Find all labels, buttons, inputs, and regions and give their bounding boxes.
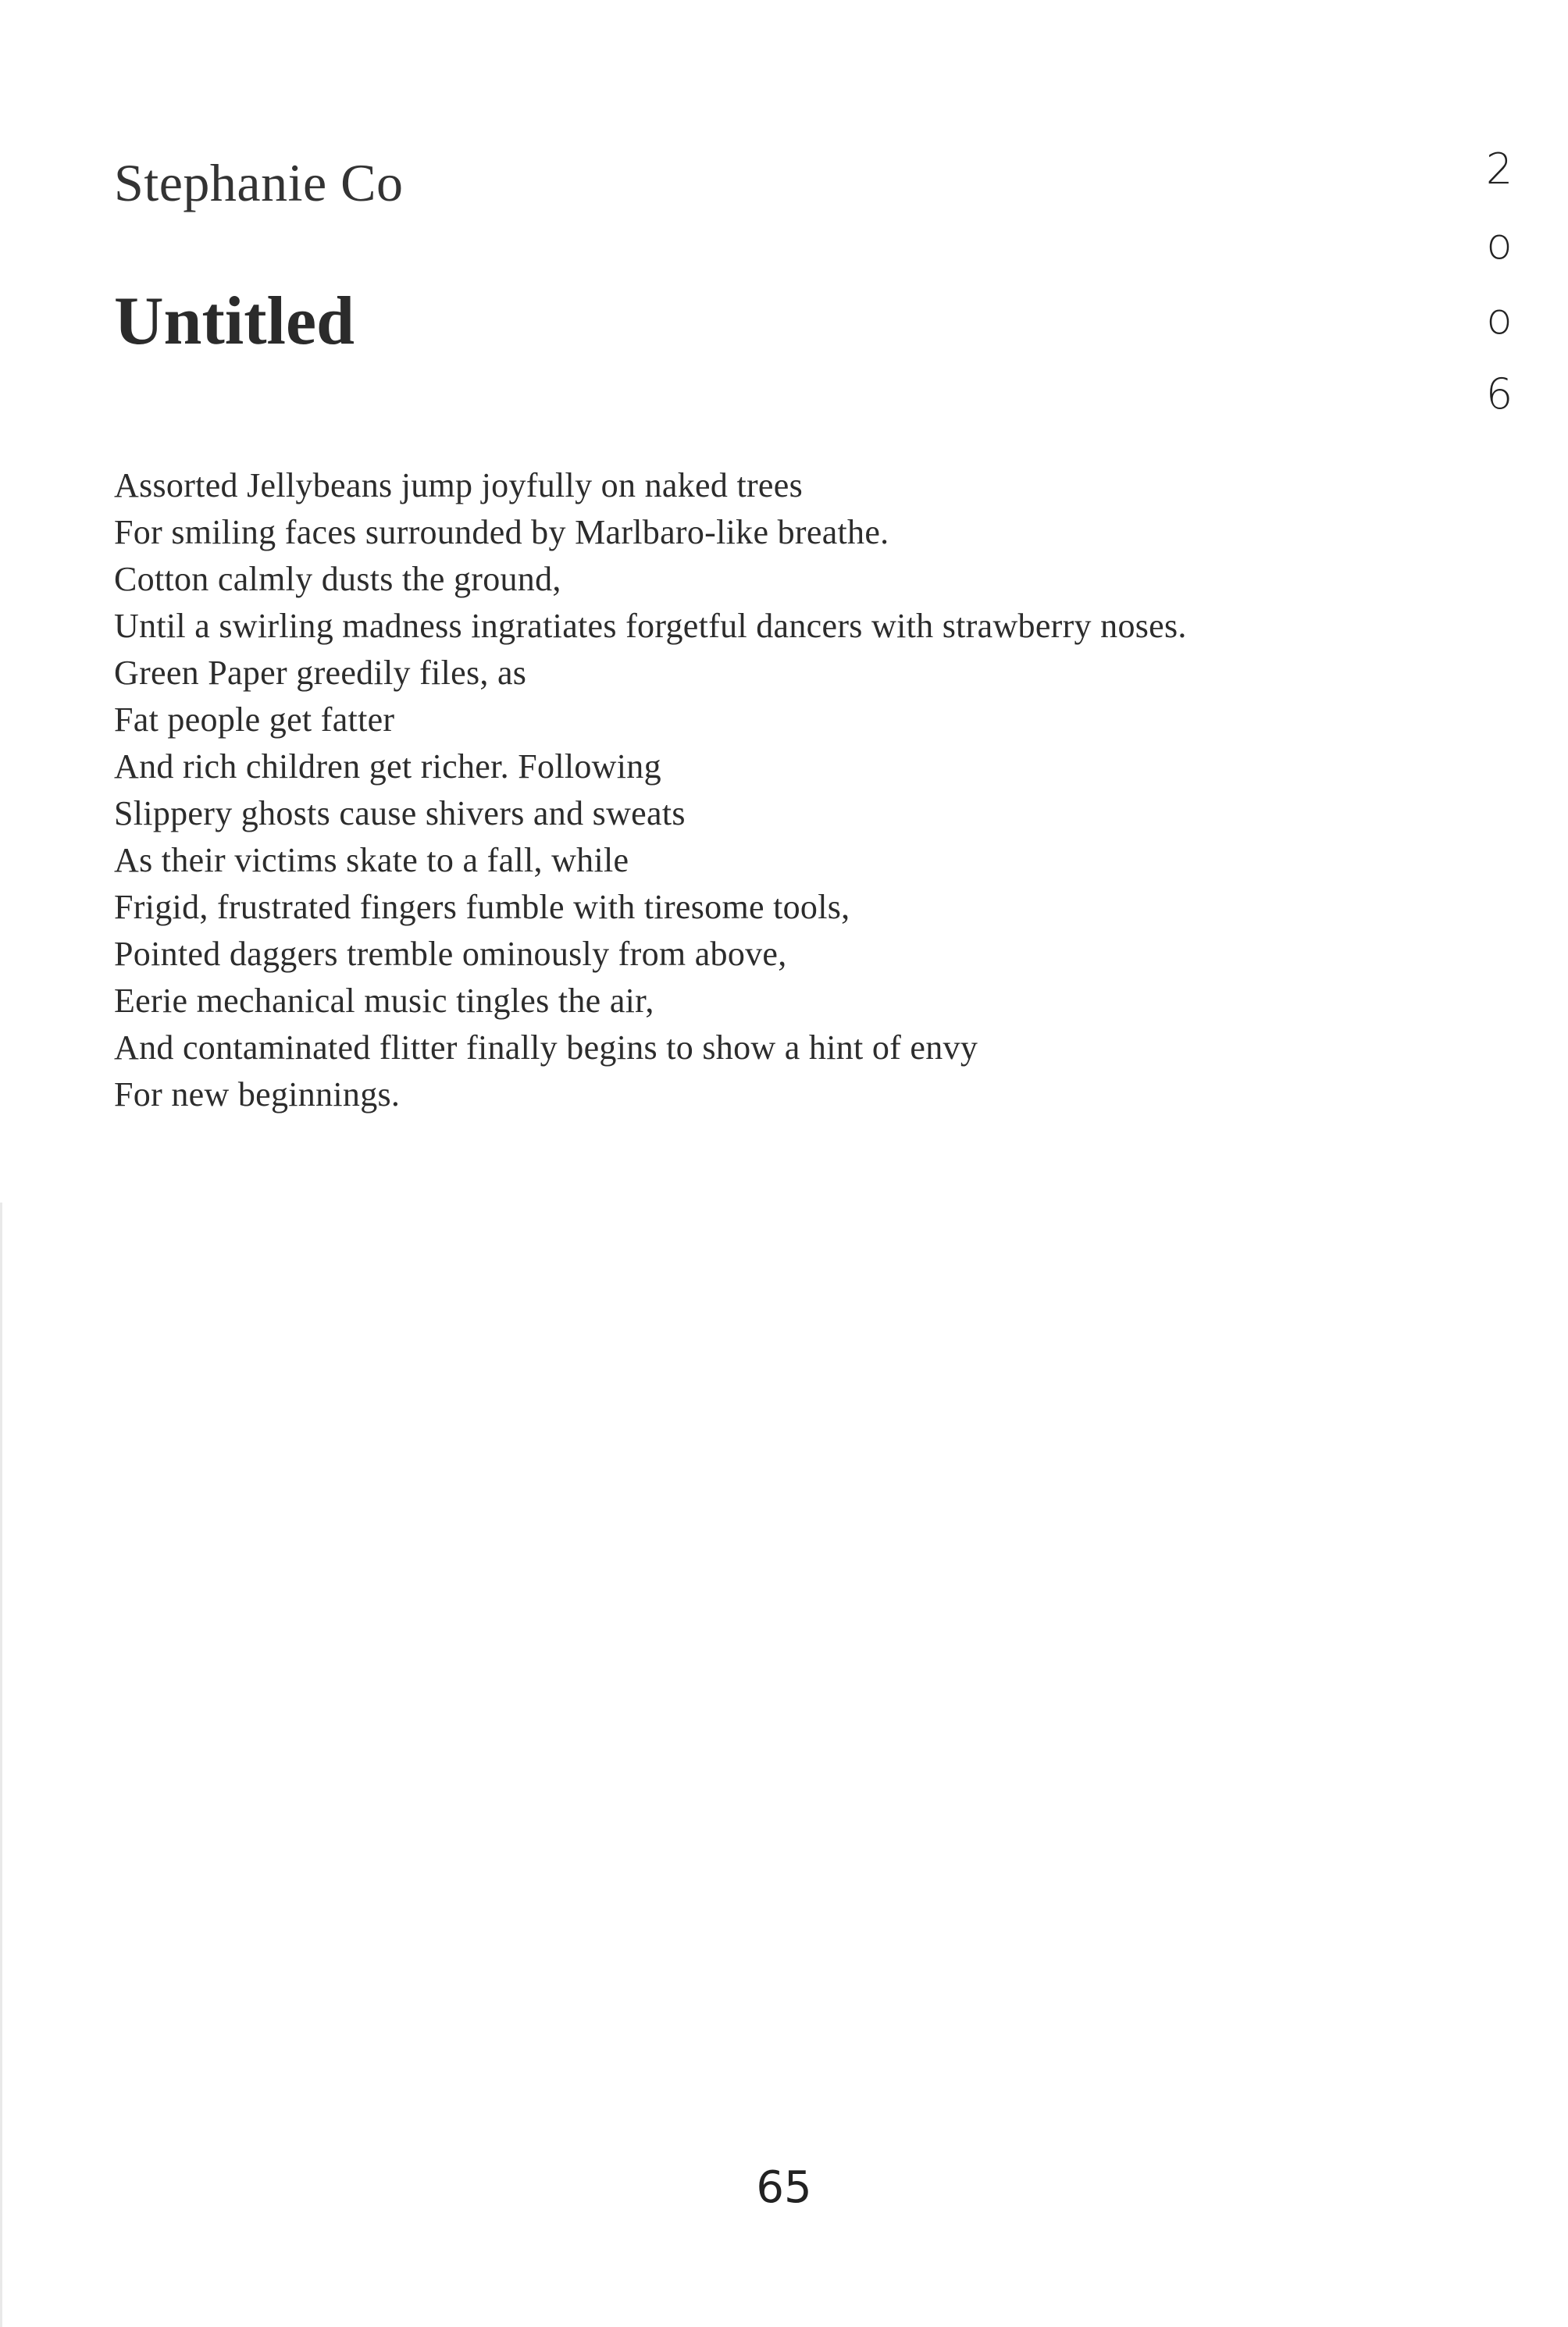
poem-line: And rich children get richer. Following <box>114 747 661 786</box>
year-digit: 6 <box>1485 369 1513 419</box>
author-name: Stephanie Co <box>114 153 404 212</box>
poem-line: Cotton calmly dusts the ground, <box>114 560 561 598</box>
poem-body <box>114 462 1395 1118</box>
year-vertical <box>1468 144 1531 448</box>
poem-line: Green Paper greedily files, as <box>114 654 527 692</box>
poem-line: For new beginnings. <box>114 1075 401 1114</box>
poem-line: As their victims skate to a fall, while <box>114 841 629 879</box>
poem-line: Frigid, frustrated fingers fumble with tiresome tools, <box>114 888 850 926</box>
page-number: 65 <box>756 2162 812 2213</box>
poem-line: And contaminated flitter finally begins to show a hint of envy <box>114 1028 978 1067</box>
poem-line: Slippery ghosts cause shivers and sweats <box>114 794 686 832</box>
year-digit: o <box>1486 219 1513 269</box>
year-digit: o <box>1486 294 1513 344</box>
poem-line: Pointed daggers tremble ominously from above, <box>114 935 787 973</box>
page-edge-divider <box>0 1203 2 2327</box>
poem-line: For smiling faces surrounded by Marlbaro-like breathe. <box>114 513 889 551</box>
poem-line: Until a swirling madness ingratiates forgetful dancers with strawberry noses. <box>114 607 1187 645</box>
poem-title: Untitled <box>114 283 355 359</box>
year-digit: 2 <box>1485 144 1513 194</box>
poem-line: Assorted Jellybeans jump joyfully on naked trees <box>114 466 804 504</box>
poem-line: Eerie mechanical music tingles the air, <box>114 982 654 1020</box>
poem-line: Fat people get fatter <box>114 700 395 739</box>
